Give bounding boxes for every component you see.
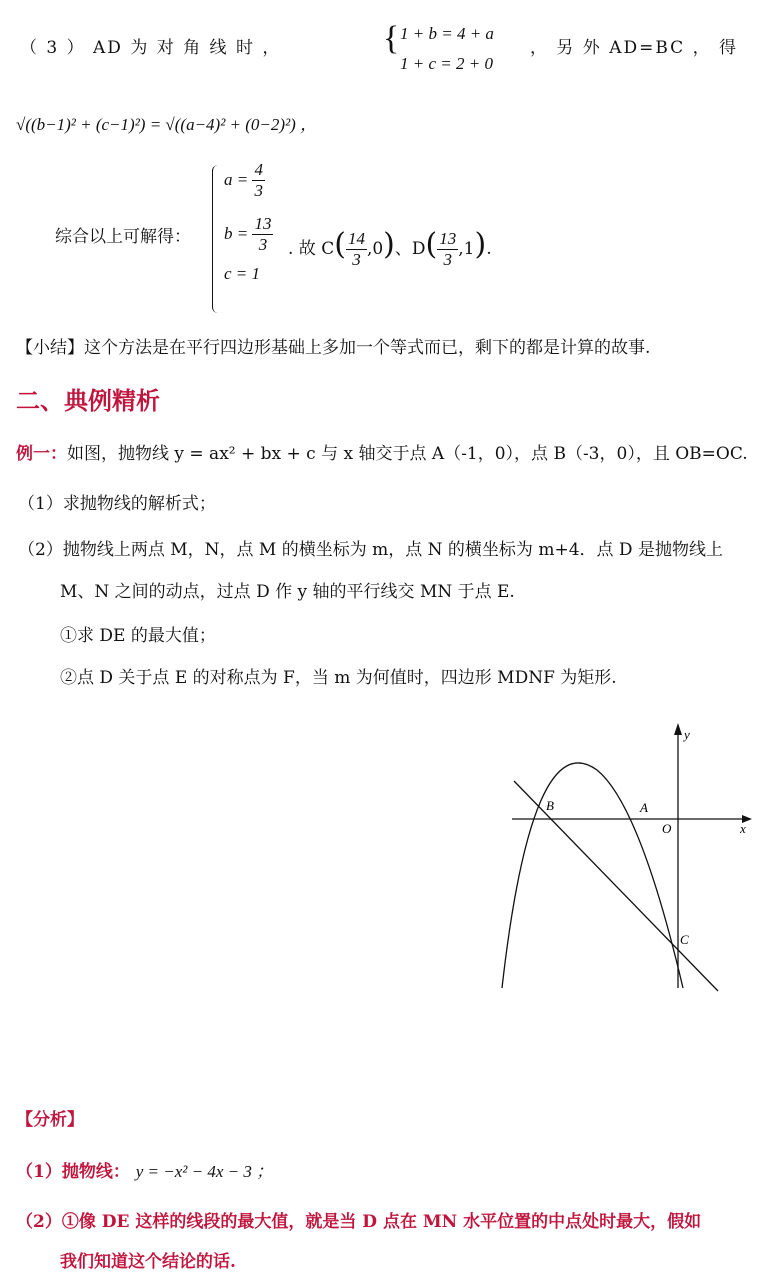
b-denominator: 3 — [258, 235, 268, 255]
a-lhs: a = — [224, 169, 249, 189]
therefore-text: . 故 C — [288, 239, 335, 259]
a-denominator: 3 — [254, 181, 263, 201]
label-y: y — [684, 727, 690, 742]
analysis-1-formula: y = −x² − 4x − 3 ； — [135, 1162, 274, 1181]
example-text: 如图，抛物线 y = ax² + bx + c 与 x 轴交于点 A（-1，0），点 B（-3，0），且 OB=OC. — [67, 444, 748, 464]
point-c-x — [346, 229, 367, 271]
solution-brace — [212, 165, 219, 313]
y-axis-arrow — [674, 723, 682, 735]
part3-lead: （ 3 ） AD 为 对 角 线 时 ， — [20, 38, 282, 58]
point-d-x-den: 3 — [443, 250, 452, 269]
question-2-line-2: M、N 之间的动点，过点 D 作 y 轴的平行线交 MN 于点 E. — [60, 582, 515, 602]
question-2b: ②点 D 关于点 E 的对称点为 F，当 m 为何值时，四边形 MDNF 为矩形. — [60, 668, 617, 688]
distance-equation: √((b−1)² + (c−1)²) = √((a−4)² + (0−2)²) ， — [16, 115, 318, 134]
system-brace: { — [383, 20, 400, 57]
system-line-2: 1 + c = 2 + 0 — [400, 54, 493, 73]
label-x: x — [740, 821, 746, 836]
question-1: （1）求抛物线的解析式； — [18, 494, 216, 514]
solution-c: c = 1 — [224, 264, 261, 283]
label-c: C — [680, 932, 689, 947]
label-b: B — [546, 798, 554, 813]
point-d-x — [437, 229, 458, 271]
a-fraction — [252, 160, 265, 202]
point-c-x-num: 14 — [346, 229, 367, 250]
solution-a — [224, 160, 265, 202]
summary: 【小结】这个方法是在平行四边形基础上多加一个等式而已，剩下的都是计算的故事. — [16, 338, 651, 358]
b-numerator: 13 — [252, 214, 273, 235]
a-numerator: 4 — [252, 160, 265, 181]
point-d-x-num: 13 — [437, 229, 458, 250]
section-title: 二、典例精析 — [16, 387, 160, 415]
point-d-y: ,1 — [458, 239, 475, 259]
combine-text: 综合以上可解得： — [55, 227, 191, 247]
example-1 — [16, 444, 748, 464]
b-fraction — [252, 214, 273, 256]
b-lhs: b = — [224, 223, 249, 243]
analysis-1 — [16, 1162, 273, 1182]
line-bc — [514, 781, 718, 991]
conclusion: . 故 C( $\frac{14}{3}$ ,0)、D( $\frac{13}{3}$ ,1). — [288, 227, 492, 269]
parabola-figure — [490, 715, 760, 1005]
point-c-x-den: 3 — [352, 250, 361, 269]
question-2a: ①求 DE 的最大值； — [60, 626, 216, 646]
question-2-line-1: （2）抛物线上两点 M，N，点 M 的横坐标为 m，点 N 的横坐标为 m+4．点 D 是抛物线上 — [18, 540, 723, 560]
part3-mid: ， 另 外 AD=BC ， 得 — [530, 38, 738, 58]
analysis-title: 【分析】 — [16, 1110, 84, 1130]
label-o: O — [662, 821, 672, 836]
system-line-1: 1 + b = 4 + a — [400, 24, 494, 43]
solution-b — [224, 214, 273, 256]
example-label: 例一： — [16, 444, 67, 464]
analysis-1-label: （1）抛物线： — [16, 1162, 130, 1182]
label-a: A — [640, 800, 648, 815]
point-c-y: ,0 — [366, 239, 384, 259]
analysis-2-line-1: （2）①像 DE 这样的线段的最大值，就是当 D 点在 MN 水平位置的中点处时最大，假如 — [16, 1212, 702, 1232]
analysis-2-line-2: 我们知道这个结论的话. — [60, 1252, 236, 1272]
separator: 、D — [394, 239, 426, 259]
end-period: . — [486, 239, 492, 259]
